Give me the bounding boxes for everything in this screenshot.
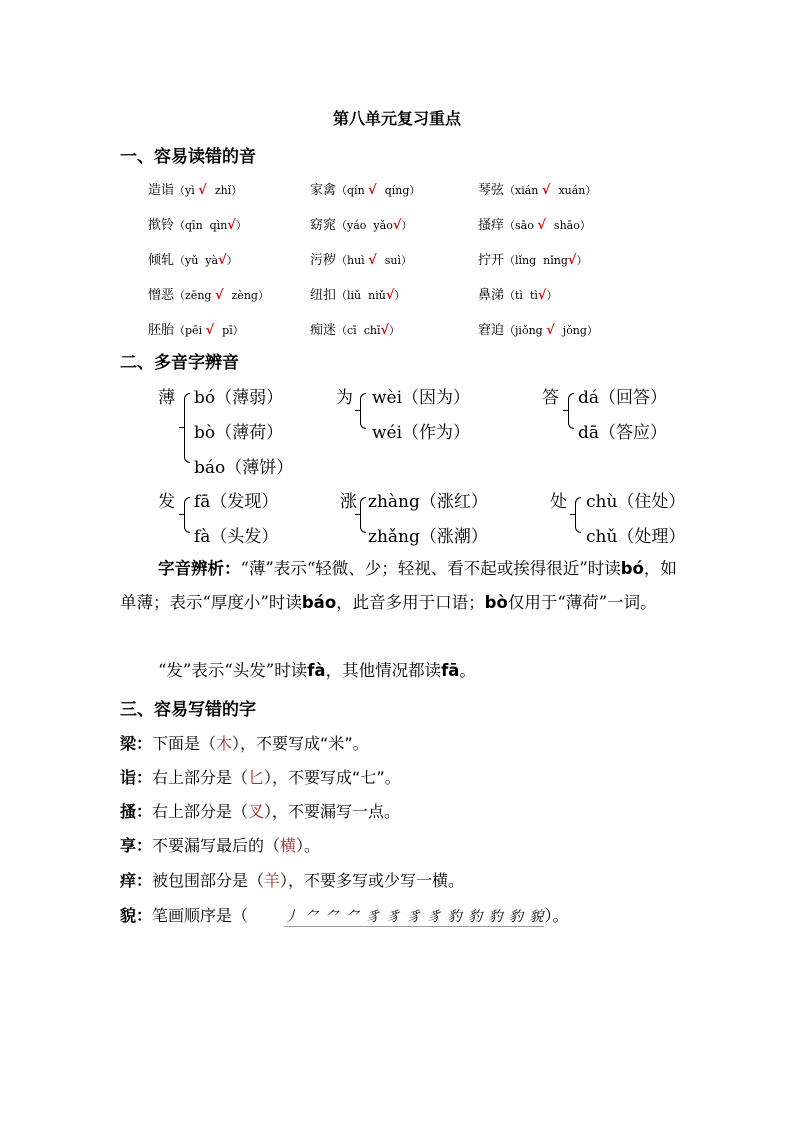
word: 纽扣 [310, 288, 337, 303]
pronunciation-item [148, 284, 269, 303]
poly-reading: dá（回答） [578, 388, 668, 408]
analysis-text: “发”表示“头发”时读 [158, 661, 308, 680]
poly-char-fa: 发 [158, 492, 175, 512]
pinyin-option: （pēi [174, 324, 206, 337]
poly-reading: fā（发现） [194, 492, 279, 512]
pronunciation-item [148, 249, 238, 268]
fa-analysis [120, 654, 680, 688]
target-char: 貌： [120, 906, 153, 925]
item-text: 下面是（ [152, 734, 217, 753]
bracket: ） [585, 184, 597, 197]
word: 造诣 [148, 183, 175, 198]
pronunciation-item [478, 284, 557, 303]
bracket: ） [257, 289, 269, 302]
pronunciation-item [310, 319, 400, 338]
poly-reading: báo（薄饼） [194, 458, 294, 478]
pinyin-option: （liǔ [336, 289, 365, 302]
target-char: 搔： [120, 802, 153, 821]
pinyin-option: （lǐng [504, 254, 540, 267]
bracket: ） [579, 219, 591, 232]
section2-heading: 二、多音字辨音 [120, 353, 239, 373]
writing-item [120, 903, 568, 927]
pinyin: bò [484, 593, 508, 612]
check-mark: √ [198, 183, 212, 198]
page-title: 第八单元复习重点 [332, 109, 461, 128]
pinyin-option: （jiǒng [504, 324, 547, 337]
poly-char-chu: 处 [550, 492, 567, 512]
item-text: ），不要漏写一点。 [264, 802, 401, 821]
word: 痴迷 [310, 323, 337, 338]
item-text: 右上部分是（ [152, 802, 249, 821]
analysis-paragraph [120, 552, 680, 620]
word: 鼻涕 [478, 288, 505, 303]
pronunciation-item [148, 214, 247, 233]
pronunciation-item [310, 179, 420, 198]
item-text: ），不要多写或少写一横。 [280, 871, 465, 890]
item-text: ）。 [296, 836, 321, 855]
bracket: ） [232, 324, 244, 337]
pinyin: bó [620, 559, 644, 578]
brace [360, 393, 366, 429]
bracket: ） [389, 324, 401, 337]
word: 搔痒 [478, 218, 505, 233]
poly-char-zhang: 涨 [340, 492, 357, 512]
pinyin-option: zèng [228, 289, 258, 302]
stroke-order: 丿 ⺈ ⺈ ⺈ 豸 豸 豸 豸 豹 豹 豹 豹 貌 [284, 906, 544, 927]
check-mark: √ [537, 288, 547, 303]
pinyin-option: chī [360, 324, 381, 337]
poly-reading: bó（薄弱） [194, 388, 284, 408]
pinyin-option: （sāo [504, 219, 538, 232]
poly-reading: zhǎng（涨潮） [368, 527, 488, 547]
word: 憎恶 [148, 288, 175, 303]
pinyin-option: （huì [336, 254, 369, 267]
pronunciation-item [310, 249, 412, 268]
word: 胚胎 [148, 323, 175, 338]
pinyin-option: （zēng [174, 289, 215, 302]
analysis-text: ，此音多用于口语； [336, 593, 485, 612]
pinyin-option: yǎo [369, 219, 393, 232]
bracket: ） [401, 254, 413, 267]
check-mark: √ [546, 323, 560, 338]
pinyin-option: （yáo [336, 219, 370, 232]
pinyin: fà [307, 661, 326, 680]
pinyin-option: suì [381, 254, 402, 267]
bracket: ） [235, 219, 247, 232]
target-char: 梁： [120, 734, 153, 753]
bracket: ） [546, 289, 558, 302]
pronunciation-item [478, 179, 596, 198]
writing-item [120, 833, 320, 856]
item-text: ），不要写成“七”。 [264, 768, 401, 787]
pinyin: báo [301, 593, 337, 612]
check-mark: √ [567, 253, 577, 268]
pronunciation-item [148, 179, 242, 198]
analysis-text: 仅用于“薄荷”一词。 [507, 593, 657, 612]
poly-reading: zhàng（涨红） [368, 492, 488, 512]
pinyin-option: （yǔ [174, 254, 202, 267]
analysis-text: 。 [459, 661, 476, 680]
word: 拧开 [478, 253, 505, 268]
check-mark: √ [541, 183, 555, 198]
item-text: 笔画顺序是（ [152, 906, 249, 925]
key-part: 匕 [248, 768, 265, 787]
check-mark: √ [218, 253, 227, 268]
pinyin-option: nǐng [539, 254, 568, 267]
target-char: 享： [120, 836, 153, 855]
word: 家禽 [310, 183, 337, 198]
brace [184, 497, 190, 533]
check-mark: √ [214, 288, 229, 303]
bracket: ） [231, 184, 243, 197]
bracket: ） [394, 289, 406, 302]
pinyin-option: tì [526, 289, 538, 302]
writing-item [120, 868, 464, 891]
pinyin: fā [441, 661, 460, 680]
analysis-text: “薄”表示“轻微、少；轻视、看不起或挨得很近”时读 [240, 559, 621, 578]
key-part: 横 [280, 836, 297, 855]
pinyin-option: （cī [336, 324, 361, 337]
bracket: ） [226, 254, 238, 267]
check-mark: √ [205, 323, 219, 338]
pinyin-option: xuán [554, 184, 586, 197]
pronunciation-item [310, 214, 412, 233]
check-mark: √ [385, 288, 395, 303]
check-mark: √ [392, 218, 402, 233]
brace [184, 393, 190, 463]
pinyin-option: pī [218, 324, 233, 337]
poly-reading: bò（薄荷） [194, 423, 284, 443]
poly-char-bao: 薄 [158, 388, 175, 408]
analysis-text: ，如单薄；表示“厚度小”时读 [120, 559, 677, 612]
word: 污秽 [310, 253, 337, 268]
word: 倾轧 [148, 253, 175, 268]
pinyin-option: （yì [174, 184, 199, 197]
check-mark: √ [380, 323, 390, 338]
check-mark: √ [537, 218, 551, 233]
pronunciation-item [478, 214, 591, 233]
target-char: 痒： [120, 871, 153, 890]
item-text: 右上部分是（ [152, 768, 249, 787]
word: 揿铃 [148, 218, 175, 233]
item-text: ），不要写成“米”。 [232, 734, 369, 753]
pronunciation-item [148, 319, 244, 338]
pinyin-option: （tì [504, 289, 527, 302]
pronunciation-item [310, 284, 405, 303]
check-mark: √ [368, 183, 382, 198]
poly-reading: wéi（作为） [372, 423, 471, 443]
pronunciation-item [478, 319, 598, 338]
pinyin-option: jǒng [559, 324, 587, 337]
poly-reading: chù（住处） [586, 492, 686, 512]
writing-item [120, 731, 369, 754]
pinyin-option: qìn [206, 219, 228, 232]
key-part: 木 [216, 734, 233, 753]
key-part: 羊 [264, 871, 281, 890]
bracket: ） [409, 184, 421, 197]
target-char: 诣： [120, 768, 153, 787]
section1-heading: 一、容易读错的音 [120, 147, 256, 167]
word: 窈窕 [310, 218, 337, 233]
analysis-label: 字音辨析： [158, 559, 241, 578]
bracket: ） [586, 324, 598, 337]
poly-char-wei: 为 [336, 388, 353, 408]
word: 琴弦 [478, 183, 505, 198]
item-text: ）。 [544, 906, 569, 925]
check-mark: √ [368, 253, 382, 268]
pinyin-option: （qīn [174, 219, 207, 232]
bracket: ） [576, 254, 588, 267]
brace [575, 497, 581, 533]
check-mark: √ [227, 218, 236, 233]
item-text: 被包围部分是（ [152, 871, 265, 890]
section3-heading: 三、容易写错的字 [120, 700, 256, 720]
pinyin-option: yà [201, 254, 219, 267]
poly-reading: wèi（因为） [372, 388, 471, 408]
poly-reading: chǔ（处理） [586, 527, 686, 547]
word: 窘迫 [478, 323, 505, 338]
writing-item [120, 799, 400, 822]
bracket: ） [401, 219, 413, 232]
item-text: 不要漏写最后的（ [152, 836, 281, 855]
pinyin-option: （xián [504, 184, 542, 197]
pronunciation-item [478, 249, 587, 268]
writing-item [120, 765, 401, 788]
pinyin-option: qíng [381, 184, 410, 197]
poly-char-da: 答 [542, 388, 559, 408]
poly-reading: dā（答应） [578, 423, 668, 443]
brace [360, 497, 366, 533]
pinyin-option: shāo [550, 219, 580, 232]
pinyin-option: （qín [336, 184, 369, 197]
analysis-text: ，其他情况都读 [325, 661, 442, 680]
poly-reading: fà（头发） [194, 527, 279, 547]
pinyin-option: zhǐ [211, 184, 232, 197]
key-part: 叉 [248, 802, 265, 821]
brace [568, 393, 574, 429]
pinyin-option: niǔ [364, 289, 386, 302]
